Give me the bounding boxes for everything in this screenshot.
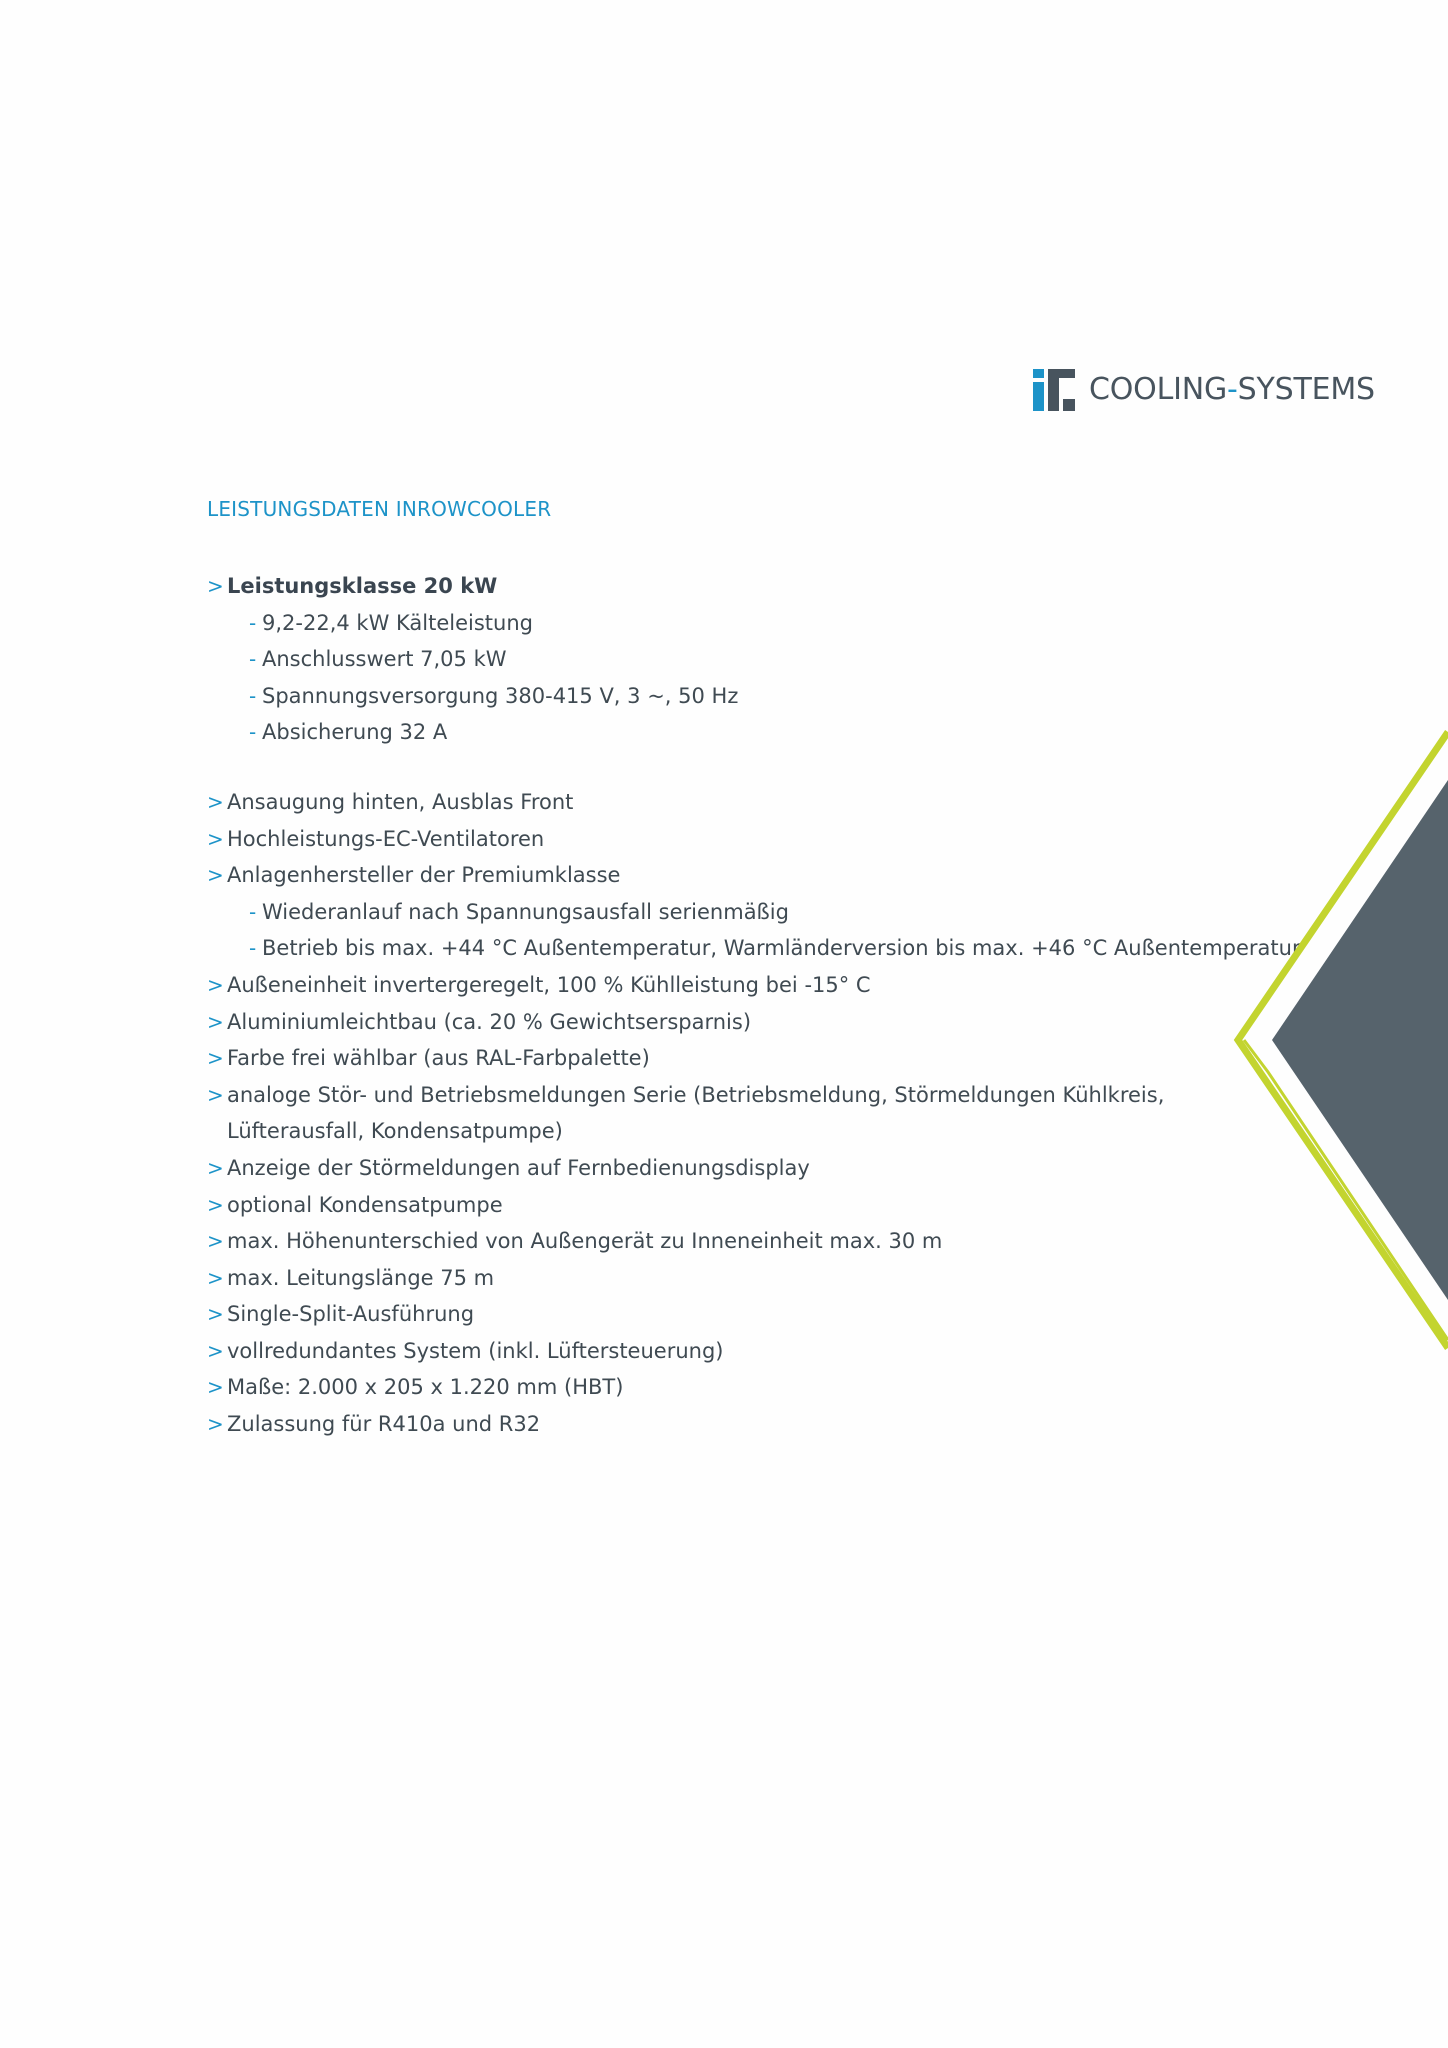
chevron-right-icon: > — [207, 826, 224, 851]
list-item — [207, 1040, 1247, 1077]
chevron-right-icon: > — [207, 1192, 224, 1217]
list-item-text: Spannungsversorgung 380-415 V, 3 ~, 50 Hz — [262, 683, 739, 708]
chevron-right-icon: > — [207, 972, 224, 997]
list-item — [207, 1004, 1247, 1041]
brand-logo — [1033, 368, 1375, 412]
list-item-text: optional Kondensatpumpe — [227, 1192, 503, 1217]
chevron-right-icon: > — [207, 574, 224, 598]
list-item-text: Ansaugung hinten, Ausblas Front — [227, 789, 574, 814]
sub-list-item — [207, 678, 1247, 715]
brand-name-part2: SYSTEMS — [1237, 372, 1375, 407]
chevron-right-icon: > — [207, 1302, 224, 1327]
sub-list-item — [207, 930, 1301, 967]
list-item-text: 9,2-22,4 kW Kälteleistung — [262, 610, 533, 635]
sub-list-item — [207, 641, 1247, 678]
sub-list-item — [207, 714, 1247, 751]
list-item-text: Anschlusswert 7,05 kW — [262, 647, 507, 672]
chevron-right-icon: > — [207, 1412, 224, 1437]
chevron-right-icon: > — [207, 1375, 224, 1400]
dash-marker-icon: - — [249, 683, 257, 708]
list-item — [207, 784, 1247, 821]
brand-name — [1089, 368, 1375, 412]
dash-marker-icon: - — [249, 720, 257, 745]
list-item-text: Maße: 2.000 x 205 x 1.220 mm (HBT) — [227, 1375, 624, 1400]
list-item — [207, 1333, 1247, 1370]
list-item-text: Anzeige der Störmeldungen auf Fernbedienungsdisplay — [227, 1155, 810, 1180]
list-item-text: vollredundantes System (inkl. Lüftersteuerung) — [227, 1338, 724, 1363]
list-item-text: Wiederanlauf nach Spannungsausfall serienmäßig — [262, 899, 789, 924]
list-item — [207, 1260, 1247, 1297]
list-item — [207, 1150, 1247, 1187]
chevron-right-icon: > — [207, 789, 224, 814]
chevron-right-icon: > — [207, 1338, 224, 1363]
list-item — [207, 1296, 1247, 1333]
dash-marker-icon: - — [249, 936, 257, 961]
list-item-text: Farbe frei wählbar (aus RAL-Farbpalette) — [227, 1046, 650, 1071]
decorative-diamond-graphic — [1230, 720, 1448, 1360]
list-item-text: max. Leitungslänge 75 m — [227, 1265, 495, 1290]
list-item-text: Single-Split-Ausführung — [227, 1302, 475, 1327]
dash-marker-icon: - — [249, 610, 257, 635]
brand-name-part1: COOLING — [1089, 372, 1228, 407]
list-item — [207, 1369, 1247, 1406]
chevron-right-icon: > — [207, 1155, 224, 1180]
chevron-right-icon: > — [207, 1009, 224, 1034]
list-item-text: Lüfterausfall, Kondensatpumpe) — [227, 1119, 563, 1144]
list-item-text: Leistungsklasse 20 kW — [227, 574, 498, 598]
list-item-text: Aluminiumleichtbau (ca. 20 % Gewichtsersparnis) — [227, 1009, 752, 1034]
list-item-text: Hochleistungs-EC-Ventilatoren — [227, 826, 545, 851]
list-item-text: Betrieb bis max. +44 °C Außentemperatur, Warmländerversion bis max. +46 °C Außentemperatur — [262, 936, 1301, 961]
chevron-right-icon: > — [207, 863, 224, 888]
list-item-continuation — [207, 1113, 1247, 1150]
chevron-right-icon: > — [207, 1265, 224, 1290]
list-spacer — [207, 751, 1247, 784]
chevron-right-icon: > — [207, 1082, 224, 1107]
sub-list-item — [207, 605, 1247, 642]
sub-list-item — [207, 894, 1247, 931]
dash-marker-icon: - — [249, 899, 257, 924]
section-title: LEISTUNGSDATEN INROWCOOLER — [207, 497, 552, 521]
list-item — [207, 821, 1247, 858]
brand-name-dash: - — [1227, 372, 1238, 407]
list-item — [207, 1187, 1247, 1224]
list-item-text: Zulassung für R410a und R32 — [227, 1412, 541, 1437]
chevron-right-icon: > — [207, 1229, 224, 1254]
list-item — [207, 967, 1247, 1004]
list-item — [207, 1223, 1247, 1260]
list-item — [207, 1077, 1247, 1114]
list-item-text: Absicherung 32 A — [262, 720, 448, 745]
it-logo-icon — [1033, 369, 1075, 411]
dash-marker-icon: - — [249, 647, 257, 672]
list-item — [207, 568, 1247, 605]
feature-list — [207, 568, 1301, 1443]
list-item-text: max. Höhenunterschied von Außengerät zu Inneneinheit max. 30 m — [227, 1229, 943, 1254]
list-item — [207, 1406, 1247, 1443]
chevron-right-icon: > — [207, 1046, 224, 1071]
list-item-text: Anlagenhersteller der Premiumklasse — [227, 863, 621, 888]
list-item-text: analoge Stör- und Betriebsmeldungen Serie (Betriebsmeldung, Störmeldungen Kühlkreis, — [227, 1082, 1165, 1107]
list-item — [207, 857, 1247, 894]
list-item-text: Außeneinheit invertergeregelt, 100 % Kühlleistung bei -15° C — [227, 972, 871, 997]
